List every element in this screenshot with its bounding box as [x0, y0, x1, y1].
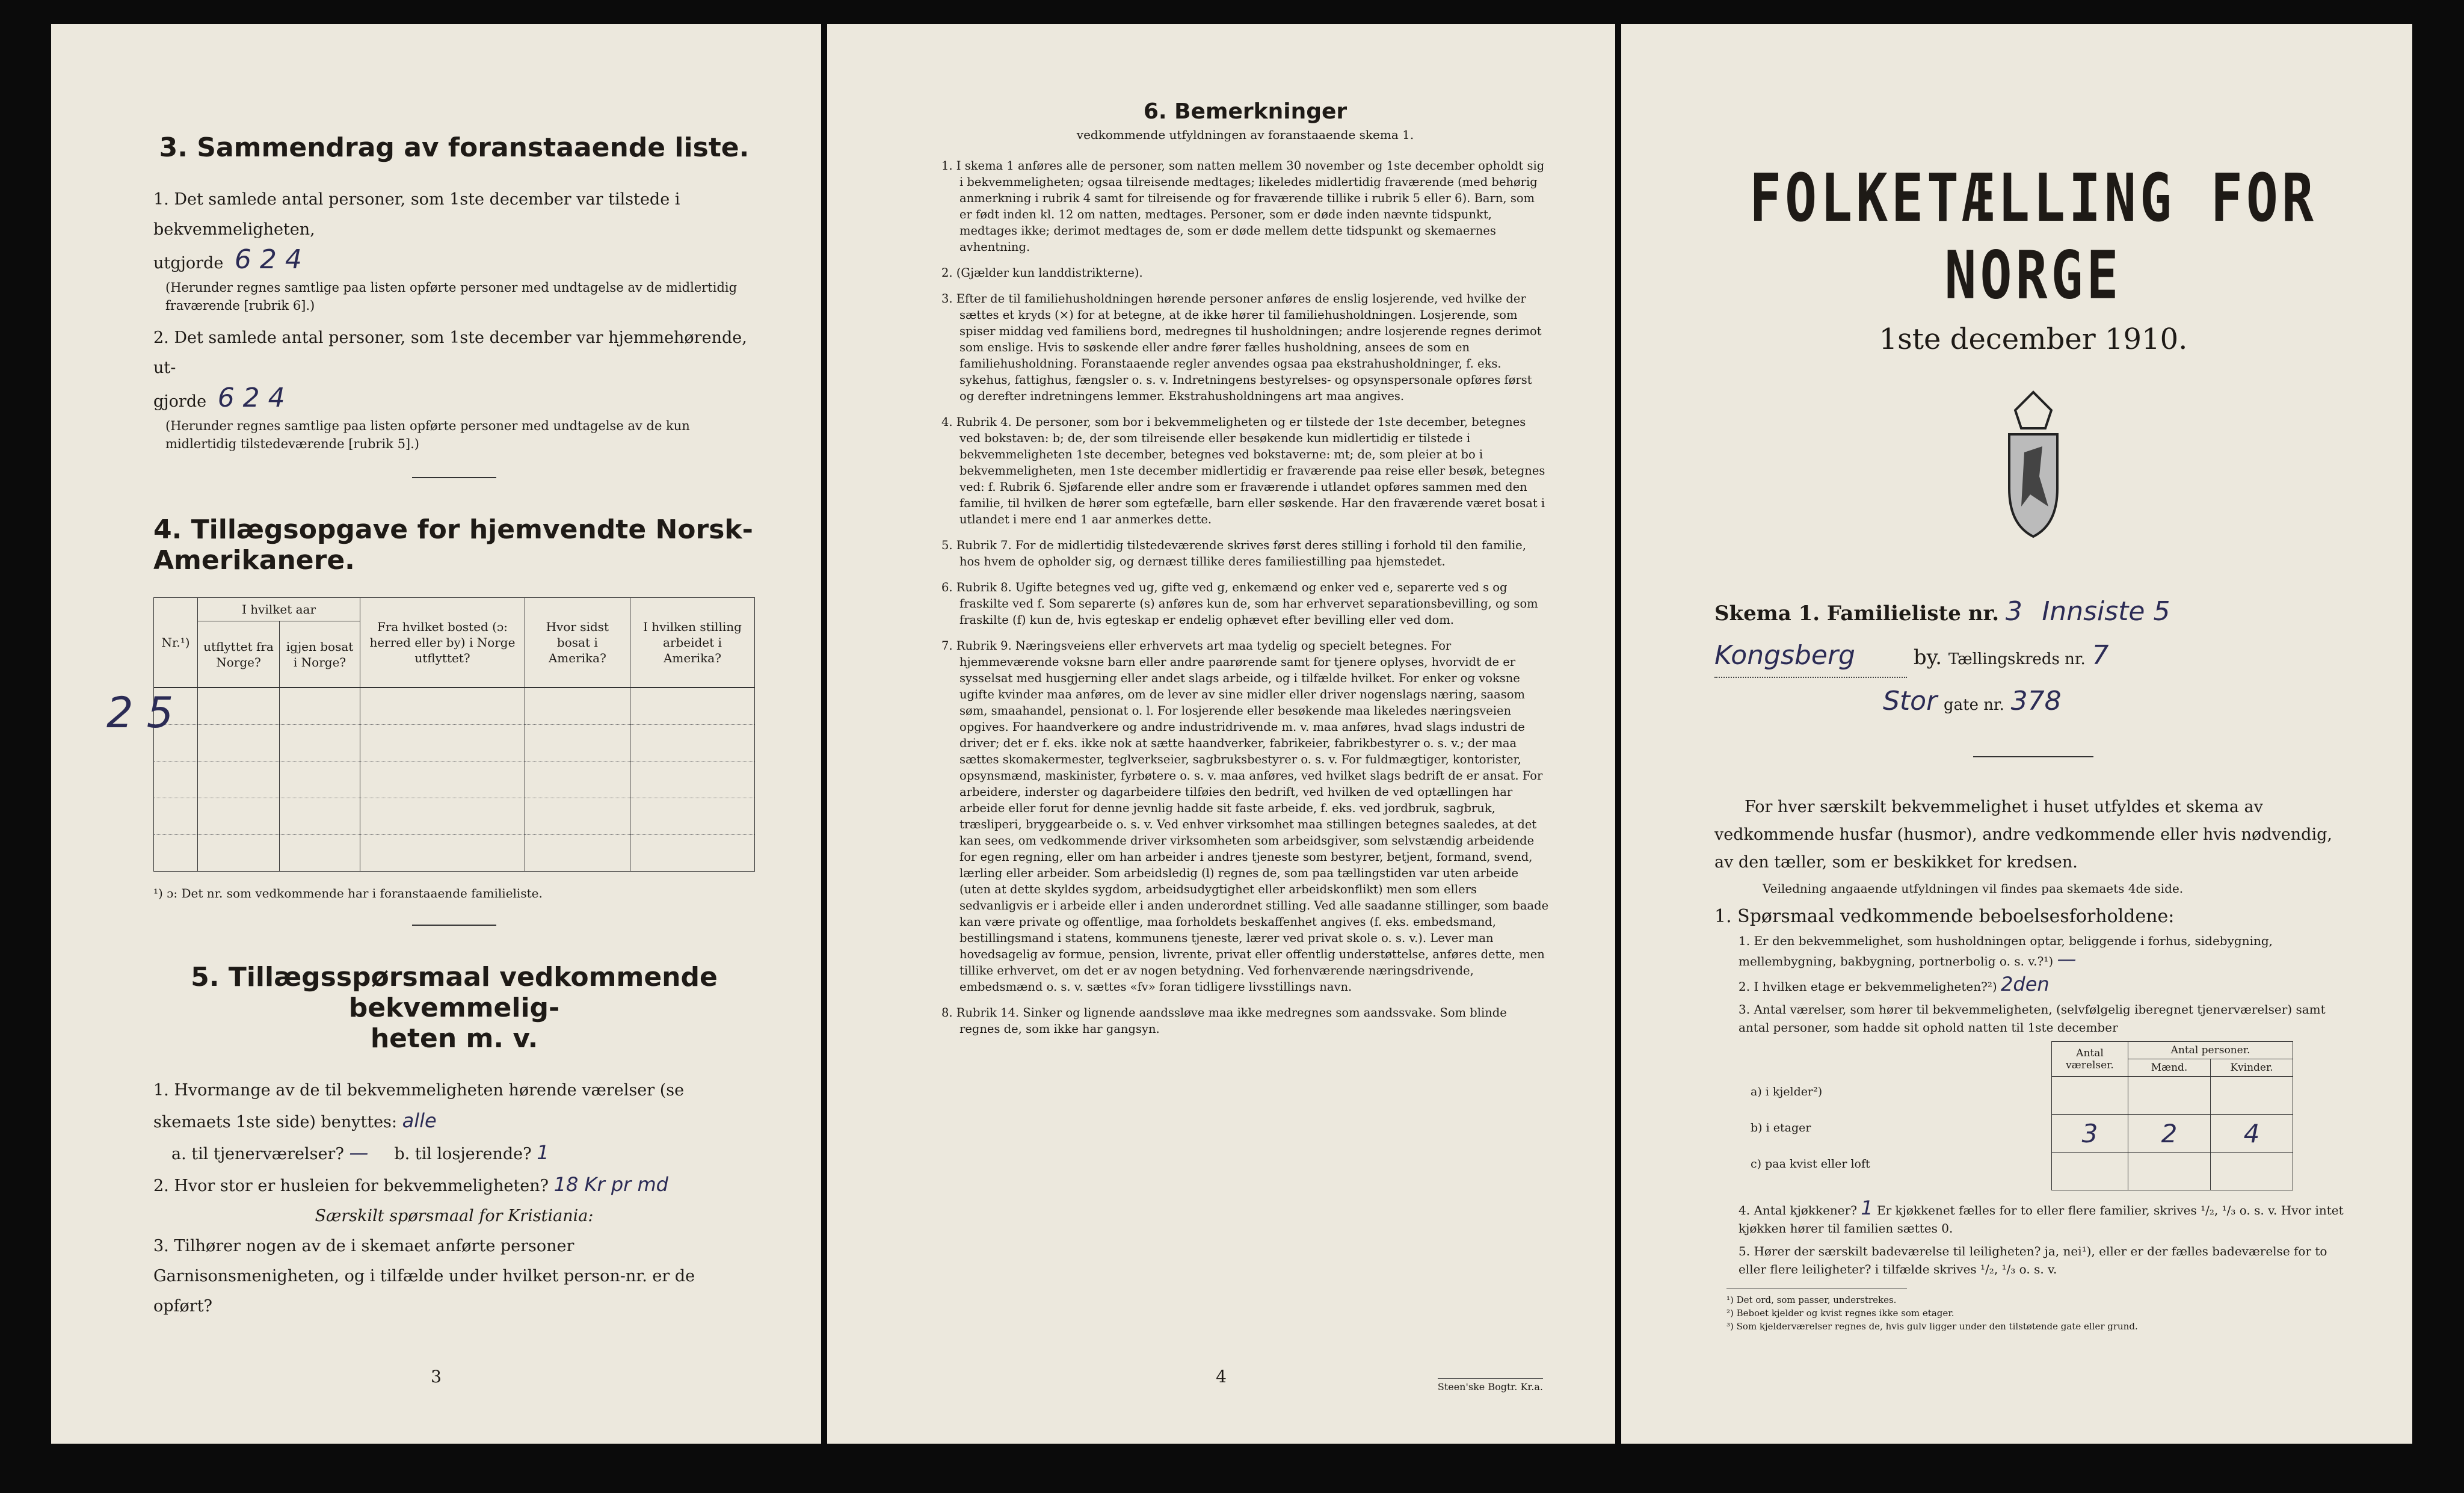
section-3-heading: 3. Sammendrag av foranstaaende liste. [159, 132, 750, 163]
intro-text: For hver særskilt bekvemmelighet i huset utfyldes et skema av vedkommende husfar (husmor), andre vedkommende eller hvis nødvendig, av den tæller, som er beskikket for kredsen. [1714, 798, 2332, 872]
sec5-q2 [153, 1169, 755, 1201]
census-date: 1ste december 1910. [1879, 322, 2188, 356]
sec5-q1-text: 1. Hvormange av de til bekvemmeligheten hørende værelser (se skemaets 1ste side) benyttes: [153, 1081, 685, 1131]
page-number: 4 [1216, 1367, 1227, 1387]
sec3-q1: 1. Det samlede antal personer, som 1ste december var tilstede i bekvemmeligheten, [153, 190, 680, 239]
divider [412, 925, 496, 926]
sec4-footnote: ¹) ɔ: Det nr. som vedkommende har i foranstaaende familieliste. [153, 886, 543, 900]
sp4-text: 4. Antal kjøkkener? [1739, 1203, 1857, 1217]
cover-page [1621, 24, 2412, 1444]
sp4 [1739, 1196, 2352, 1237]
sp1-answer: — [2057, 947, 2077, 970]
footnote-1: ¹) Det ord, som passer, understrekes. [1726, 1294, 1897, 1305]
remark-item: 1. I skema 1 anføres alle de personer, som natten mellem 30 november og 1ste december opholdt sig i bekvemmeligheten; ogsaa tilreisende medtages; likeledes midlertidig fraværende (med behørig anmerkning i rubrik 4 samt for tilreisende og for fraværende tillike i rubrik 5 eller 6). Barn, som er født inden kl. 12 om natten, medtages. Personer, som er døde inden nævnte tidspunkt, medtages ikke; derimot medtages de, som er døde mellem dette tidspunkt og skemaernes avhentning. [941, 159, 1545, 254]
sec5-q1 [153, 1076, 755, 1137]
intro-small: Veiledning angaaende utfyldningen vil findes paa skemaets 4de side. [1763, 881, 2184, 896]
norsk-amerikanere-table [106, 597, 755, 872]
b-kvinder: 4 [2211, 1115, 2293, 1153]
remark-item: 2. (Gjælder kun landdistrikterne). [941, 266, 1143, 280]
section-4-heading: 4. Tillægsopgave for hjemvendte Norsk-Amerikanere. [153, 514, 753, 576]
q1a-answer: — [349, 1141, 369, 1164]
row-a: a) i kjelder²) [1751, 1085, 1823, 1098]
page-number: 3 [431, 1367, 442, 1387]
krets-label: Tællingskreds nr. [1948, 650, 2086, 668]
sec3-q1-line [153, 245, 755, 279]
section-5-heading-1: 5. Tillægsspørsmaal vedkommende bekvemmelig- [191, 962, 718, 1023]
sp4-rest: Er kjøkkenet fælles for to eller flere familier, skrives ¹/₂, ¹/₃ o. s. v. Hvor intet kjøkken hører til familien sættes 0. [1739, 1203, 2344, 1236]
gate-handwritten: Stor [1883, 686, 1938, 716]
q2-handwritten: 6 2 4 [217, 383, 285, 413]
skema-line [1714, 591, 2352, 635]
col-nr: Nr.¹) [154, 598, 198, 688]
utgjorde-label: utgjorde [153, 254, 224, 272]
col-stilling: I hvilken stilling arbeidet i Amerika? [630, 598, 754, 688]
sp2-answer: 2den [2001, 973, 2050, 996]
sec5-q2-text: 2. Hvor stor er husleien for bekvemmeligheten? [153, 1177, 549, 1195]
col-maend: Mænd. [2128, 1059, 2211, 1077]
room-table-wrap [1751, 1041, 2352, 1190]
b-maend: 2 [2128, 1115, 2211, 1153]
sp2-text: 2. I hvilken etage er bekvemmeligheten?²) [1739, 979, 1997, 994]
col-igjen: igjen bosat i Norge? [279, 621, 360, 688]
col-utflyttet: utflyttet fra Norge? [198, 621, 280, 688]
room-row-labels [1751, 1041, 2051, 1190]
remarks-list [941, 158, 1549, 1037]
row-b: b) i etager [1751, 1121, 1811, 1134]
q1a-label: a. til tjenerværelser? [171, 1145, 344, 1163]
section-5-heading-2: heten m. v. [370, 1023, 538, 1054]
by-line [1714, 635, 2352, 680]
norway-coat-of-arms-icon [1997, 386, 2069, 543]
col-antal-vaerelser: Antal værelser. [2052, 1042, 2128, 1077]
krets-handwritten: 7 [2092, 640, 2109, 671]
footnote-2: ²) Beboet kjelder og kvist regnes ikke som etager. [1726, 1308, 1954, 1319]
remarks-heading: 6. Bemerkninger [1143, 99, 1348, 124]
divider [1973, 756, 2093, 757]
sp1 [1739, 932, 2352, 970]
page-4 [827, 24, 1615, 1444]
sp1-text: 1. Er den bekvemmelighet, som husholdningen optar, beliggende i forhus, sidebygning, mellembygning, bakbygning, portnerbolig o. s. v.?¹) [1739, 934, 2273, 968]
sec3-q2-note: (Herunder regnes samtlige paa listen opførte personer med undtagelse av de kun midlertidig tilstedeværende [rubrik 5].) [165, 419, 690, 451]
col-group: I hvilket aar [198, 598, 360, 621]
printer-mark: Steen'ske Bogtr. Kr.a. [1438, 1378, 1543, 1393]
footnote-3: ³) Som kjelderværelser regnes de, hvis gulv ligger under den tilstøtende gate eller grund. [1726, 1321, 2138, 1332]
familieliste-nr: 3 [2005, 596, 2022, 627]
gjorde-label: gjorde [153, 392, 207, 411]
remark-item: 8. Rubrik 14. Sinker og lignende aandssløve maa ikke medregnes som aandssvake. Som blinde regnes de, som ikke har gangsyn. [941, 1006, 1507, 1036]
col-sidst: Hvor sidst bosat i Amerika? [525, 598, 630, 688]
sp4-answer: 1 [1861, 1196, 1873, 1219]
col-hvilket: Fra hvilket bosted (ɔ: herred eller by) i Norge utflyttet? [360, 598, 525, 688]
sp3: 3. Antal værelser, som hører til bekvemmeligheten, (selvfølgelig iberegnet tjenerværelser) samt antal personer, som hadde sit ophold natten til 1ste december [1739, 1002, 2326, 1035]
sec3-q2: 2. Det samlede antal personer, som 1ste december var hjemmehørende, ut- [153, 328, 747, 377]
divider [412, 477, 496, 478]
remark-item: 7. Rubrik 9. Næringsveiens eller erhvervets art maa tydelig og specielt betegnes. For hjemmeværende voksne barn eller andre paarørende samt for tjenere oplyses, hvorvidt de er sysselsat med husgjerning eller andet slags arbeide, og i tilfælde hvilket. For enker og voksne ugifte kvinder maa anføres, om de lever av sine midler eller driver nogenslags næring, saasom søm, smaahandel, pensionat o. l. For losjerende eller besøkende maa likeledes næringsveien opgives. For haandverkere og andre industridrivende m. v. maa anføres, hvad slags industri de driver; det er f. eks. ikke nok at sætte haandverker, fabrikeier, fabrikbestyrer o. s. v.; der maa sættes skomakermester, teglverkseier, sagbruksbestyrer o. s. v. For fuldmægtiger, kontorister, opsynsmænd, maskinister, fyrbøtere o. s. v. maa anføres, ved hvilket slags bedrift de er ansat. For arbeidere, inderster og dagarbeidere tilføies den bedrift, ved hvilken de ved optællingen har arbeide eller forut for denne jevnlig hadde sit faste arbeide, f. eks. ved jordbruk, sagbruk, træsliperi, bryggearbeide o. s. v. Ved enhver virksomhet maa stillingen betegnes saaledes, at det kan sees, om vedkommende driver virksomheten som arbeidsgiver, som selvstændig arbeidende for egen regning, eller om han arbeider i andres tjeneste som bestyrer, betjent, formand, svend, lærling eller arbeider. Som arbeidsledig (l) regnes de, som paa tællingstiden var uten arbeide (uten at dette skyldes sygdom, arbeidsudygtighet eller arbeidskonflikt) men som ellers sedvanligvis er i arbeide eller i anden underordnet stilling. Ved alle saadanne stillinger, som baade kan være private og offentlige, maa forholdets beskaffenhet angives (f. eks. embedsmand, bestillingsmand i statens, kommunens tjeneste, lærer ved privat skole o. s. v.). Lever man hovedsagelig av formue, pension, livrente, privat eller offentlig understøttelse, anføres dette, men tillike erhvervet, om det er av nogen betydning. Ved forhenværende næringsdrivende, embedsmænd o. s. v. sættes «fv» foran tidligere livsstillings navn. [941, 639, 1549, 994]
sec3-q2-line [153, 383, 755, 417]
skema-annotation: Innsiste 5 [2042, 596, 2170, 627]
q1b-answer: 1 [537, 1141, 549, 1164]
q1b-label: b. til losjerende? [394, 1145, 532, 1163]
gate-label: gate nr. [1944, 696, 2004, 714]
remark-item: 4. Rubrik 4. De personer, som bor i bekvemmeligheten og er tilstede der 1ste december, betegnes ved bokstaven: b; de, der som tilreisende eller besøkende kun midlertidig er tilstede i bekvemmeligheten 1ste december, betegnes ved bokstaverne: mt; de, som pleier at bo i bekvemmeligheten, men 1ste december midlertidig er fraværende paa reise eller besøk, betegnes ved: f. Rubrik 6. Sjøfarende eller andre som er fraværende i utlandet opføres sammen med den familie, til hvilken de hører som egtefælle, barn eller søskende. Har den fraværende været bosat i utlandet i mere end 1 aar anmerkes dette. [941, 415, 1545, 526]
remarks-sub: vedkommende utfyldningen av foranstaaende skema 1. [1076, 128, 1414, 142]
census-title: FOLKETÆLLING FOR NORGE [1749, 159, 2317, 314]
sec3-q1-note: (Herunder regnes samtlige paa listen opførte personer med undtagelse av de midlertidig fraværende [rubrik 6].) [165, 280, 738, 313]
row-c: c) paa kvist eller loft [1751, 1157, 1870, 1171]
sp2 [1739, 975, 2352, 996]
b-vaerelser: 3 [2052, 1115, 2128, 1153]
q1-answer: alle [402, 1109, 437, 1132]
room-table [2051, 1041, 2293, 1190]
by-handwritten: Kongsberg [1714, 635, 1907, 678]
sec5-q3: 3. Tilhører nogen av de i skemaet anførte personer Garnisonsmenigheten, og i tilfælde under hvilket person-nr. er de opført? [153, 1237, 695, 1316]
by-label: by. [1913, 645, 1942, 670]
sp5: 5. Hører der særskilt badeværelse til leiligheten? ja, nei¹), eller er der fælles badeværelse for to eller flere leiligheter? i tilfælde skrives ¹/₂, ¹/₃ o. s. v. [1739, 1244, 2327, 1276]
skema-label: Skema 1. Familieliste nr. [1714, 602, 2000, 626]
kristiania-label: Særskilt spørsmaal for Kristiania: [315, 1207, 594, 1225]
remark-item: 5. Rubrik 7. For de midlertidig tilstedeværende skrives først deres stilling i forhold til den familie, hos hvem de opholder sig, og dernæst tillike deres familiestilling paa hjemstedet. [941, 538, 1526, 568]
q2-answer: 18 Kr pr md [553, 1173, 668, 1196]
gate-line [1714, 680, 2352, 726]
sp-heading: 1. Spørsmaal vedkommende beboelsesforholdene: [1714, 906, 2175, 927]
nr-handwritten: 2 5 [106, 688, 174, 737]
remark-item: 3. Efter de til familiehusholdningen hørende personer anføres de enslig losjerende, ved hvilke der sættes et kryds (×) for at betegne, at de ikke hører til familiehusholdningen. Losjerende, som spiser middag ved familiens bord, medregnes til husholdningen; andre losjerende regnes derimot som enslige. Hvis to søskende eller andre fører fælles husholdning, ansees de som en familiehusholdning. Foranstaaende regler anvendes ogsaa paa ekstrahusholdninger, f. eks. sykehus, fattighus, fængsler o. s. v. Indretningens bestyrelses- og opsynspersonale opføres først og derefter indretningens lemmer. Ekstrahusholdningens art maa angives. [941, 292, 1542, 403]
col-antal-personer: Antal personer. [2128, 1042, 2293, 1059]
remark-item: 6. Rubrik 8. Ugifte betegnes ved ug, gifte ved g, enkemænd og enker ved e, separerte ved s og fraskilte ved f. Som separerte (s) anføres kun de, som har erhvervet separationsbevilling, og som fraskilte (f) kun de, hvis egteskap er endelig ophævet efter bevilling eller ved dom. [941, 580, 1538, 627]
col-kvinder: Kvinder. [2211, 1059, 2293, 1077]
sec5-q1ab [153, 1137, 755, 1169]
page-3 [51, 24, 821, 1444]
gate-nr: 378 [2010, 686, 2062, 716]
q1-handwritten: 6 2 4 [234, 244, 302, 275]
cell [106, 688, 198, 737]
